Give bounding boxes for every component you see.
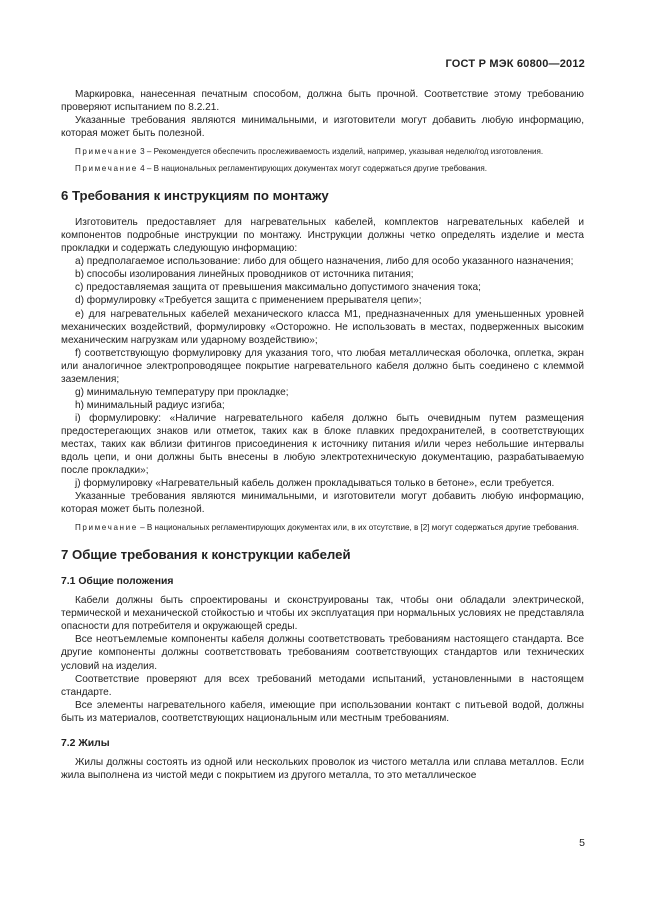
list-item-i: i) формулировку: «Наличие нагревательного кабеля должно быть очевидным путем размещения предостерегающих знаков или отметок, таких как в блоке плавких предохранителей, в соответствующих местах, таких как вблизи фитингов присоединения к источнику питания и/или через небольшие интервалы вдоль цепи, и они должны быть внесены в любую электротехническую документацию, разрабатываемую после прокладки»; [61,412,584,477]
note-label: Примечание [75,147,138,157]
section-6-intro: Изготовитель предоставляет для нагревательных кабелей, комплектов нагревательных кабелей и компонентов подробные инструкции по монтажу. Инструкции должны четко определять изделие и места прокладки и содержать следующую информацию: [61,217,584,255]
paragraph: Жилы должны состоять из одной или нескольких проволок из чистого металла или сплава металлов. Если жила выполнена из чистой меди с покрытием из другого металла, то это металлическое [61,756,584,781]
section-6-closing: Указанные требования являются минимальными, и изготовители могут добавить любую информацию, которая может быть полезной. [61,491,584,516]
list-item-c: c) предоставляемая защита от превышения максимально допустимого значения тока; [75,282,481,294]
document-header: ГОСТ Р МЭК 60800—2012 [445,58,585,70]
page-body [61,88,584,782]
section-6-note [61,522,584,533]
list-item-e: e) для нагревательных кабелей механического класса М1, предназначенных для уменьшенных уровней механических воздействий, формулировку «Осторожно. Не использовать в местах, подверженных высоким механическим нагрузкам или ударному воздействию»; [61,308,584,346]
note-text: 4 – В национальных регламентирующих документах могут содержаться другие требования. [137,164,487,174]
note-3 [61,146,584,157]
paragraph: Маркировка, нанесенная печатным способом, должна быть прочной. Соответствие этому требованию проверяют испытанием по 8.2.21. [61,89,584,114]
note-label: Примечание [75,523,138,533]
note-label: Примечание [75,164,138,174]
paragraph: Кабели должны быть спроектированы и сконструированы так, чтобы они обладали электрической, термической и механической стойкостью и чтобы их эксплуатация при нормальных условиях не представляла опасности для потребителя и окружающей среды. [61,595,584,633]
section-7-title: 7 Общие требования к конструкции кабелей [61,547,351,563]
list-item-h: h) минимальный радиус изгиба; [75,399,225,411]
subsection-7-2-title: 7.2 Жилы [61,737,110,749]
subsection-7-1-title: 7.1 Общие положения [61,576,174,588]
paragraph: Указанные требования являются минимальными, и изготовители могут добавить любую информацию, которая может быть полезной. [61,115,584,140]
list-item-g: g) минимальную температуру при прокладке; [75,386,289,398]
paragraph: Все элементы нагревательного кабеля, имеющие при использовании контакт с питьевой водой, должны быть из материалов, соответствующих национальным или местным требованиям. [61,699,584,724]
page-number: 5 [579,837,585,849]
list-item-a: a) предполагаемое использование: либо для общего назначения, либо для особо указанного назначения; [75,256,574,268]
list-item-d: d) формулировку «Требуется защита с применением прерывателя цепи»; [75,295,422,307]
note-4 [61,163,584,174]
note-text: 3 – Рекомендуется обеспечить прослеживаемость изделий, например, указывая неделю/год изготовления. [137,147,544,157]
list-item-b: b) способы изолирования линейных проводников от источника питания; [75,269,414,281]
paragraph: Все неотъемлемые компоненты кабеля должны соответствовать требованиям настоящего стандарта. Все другие компоненты должны соответствовать требованиям соответствующих стандартов или технических условий на изделия. [61,634,584,672]
list-item-f: f) соответствующую формулировку для указания того, что любая металлическая оболочка, оплетка, экран или аналогичное электропроводящее покрытие нагревательного кабеля должно быть соединено с клеммой заземления; [61,347,584,385]
section-6-title: 6 Требования к инструкциям по монтажу [61,188,329,204]
paragraph: Соответствие проверяют для всех требований методами испытаний, установленными в настоящем стандарте. [61,673,584,698]
list-item-j: j) формулировку «Нагревательный кабель должен прокладываться только в бетоне», если требуется. [75,478,555,490]
note-text: – В национальных регламентирующих документах или, в их отсутствие, в [2] могут содержаться другие требования. [137,523,579,533]
